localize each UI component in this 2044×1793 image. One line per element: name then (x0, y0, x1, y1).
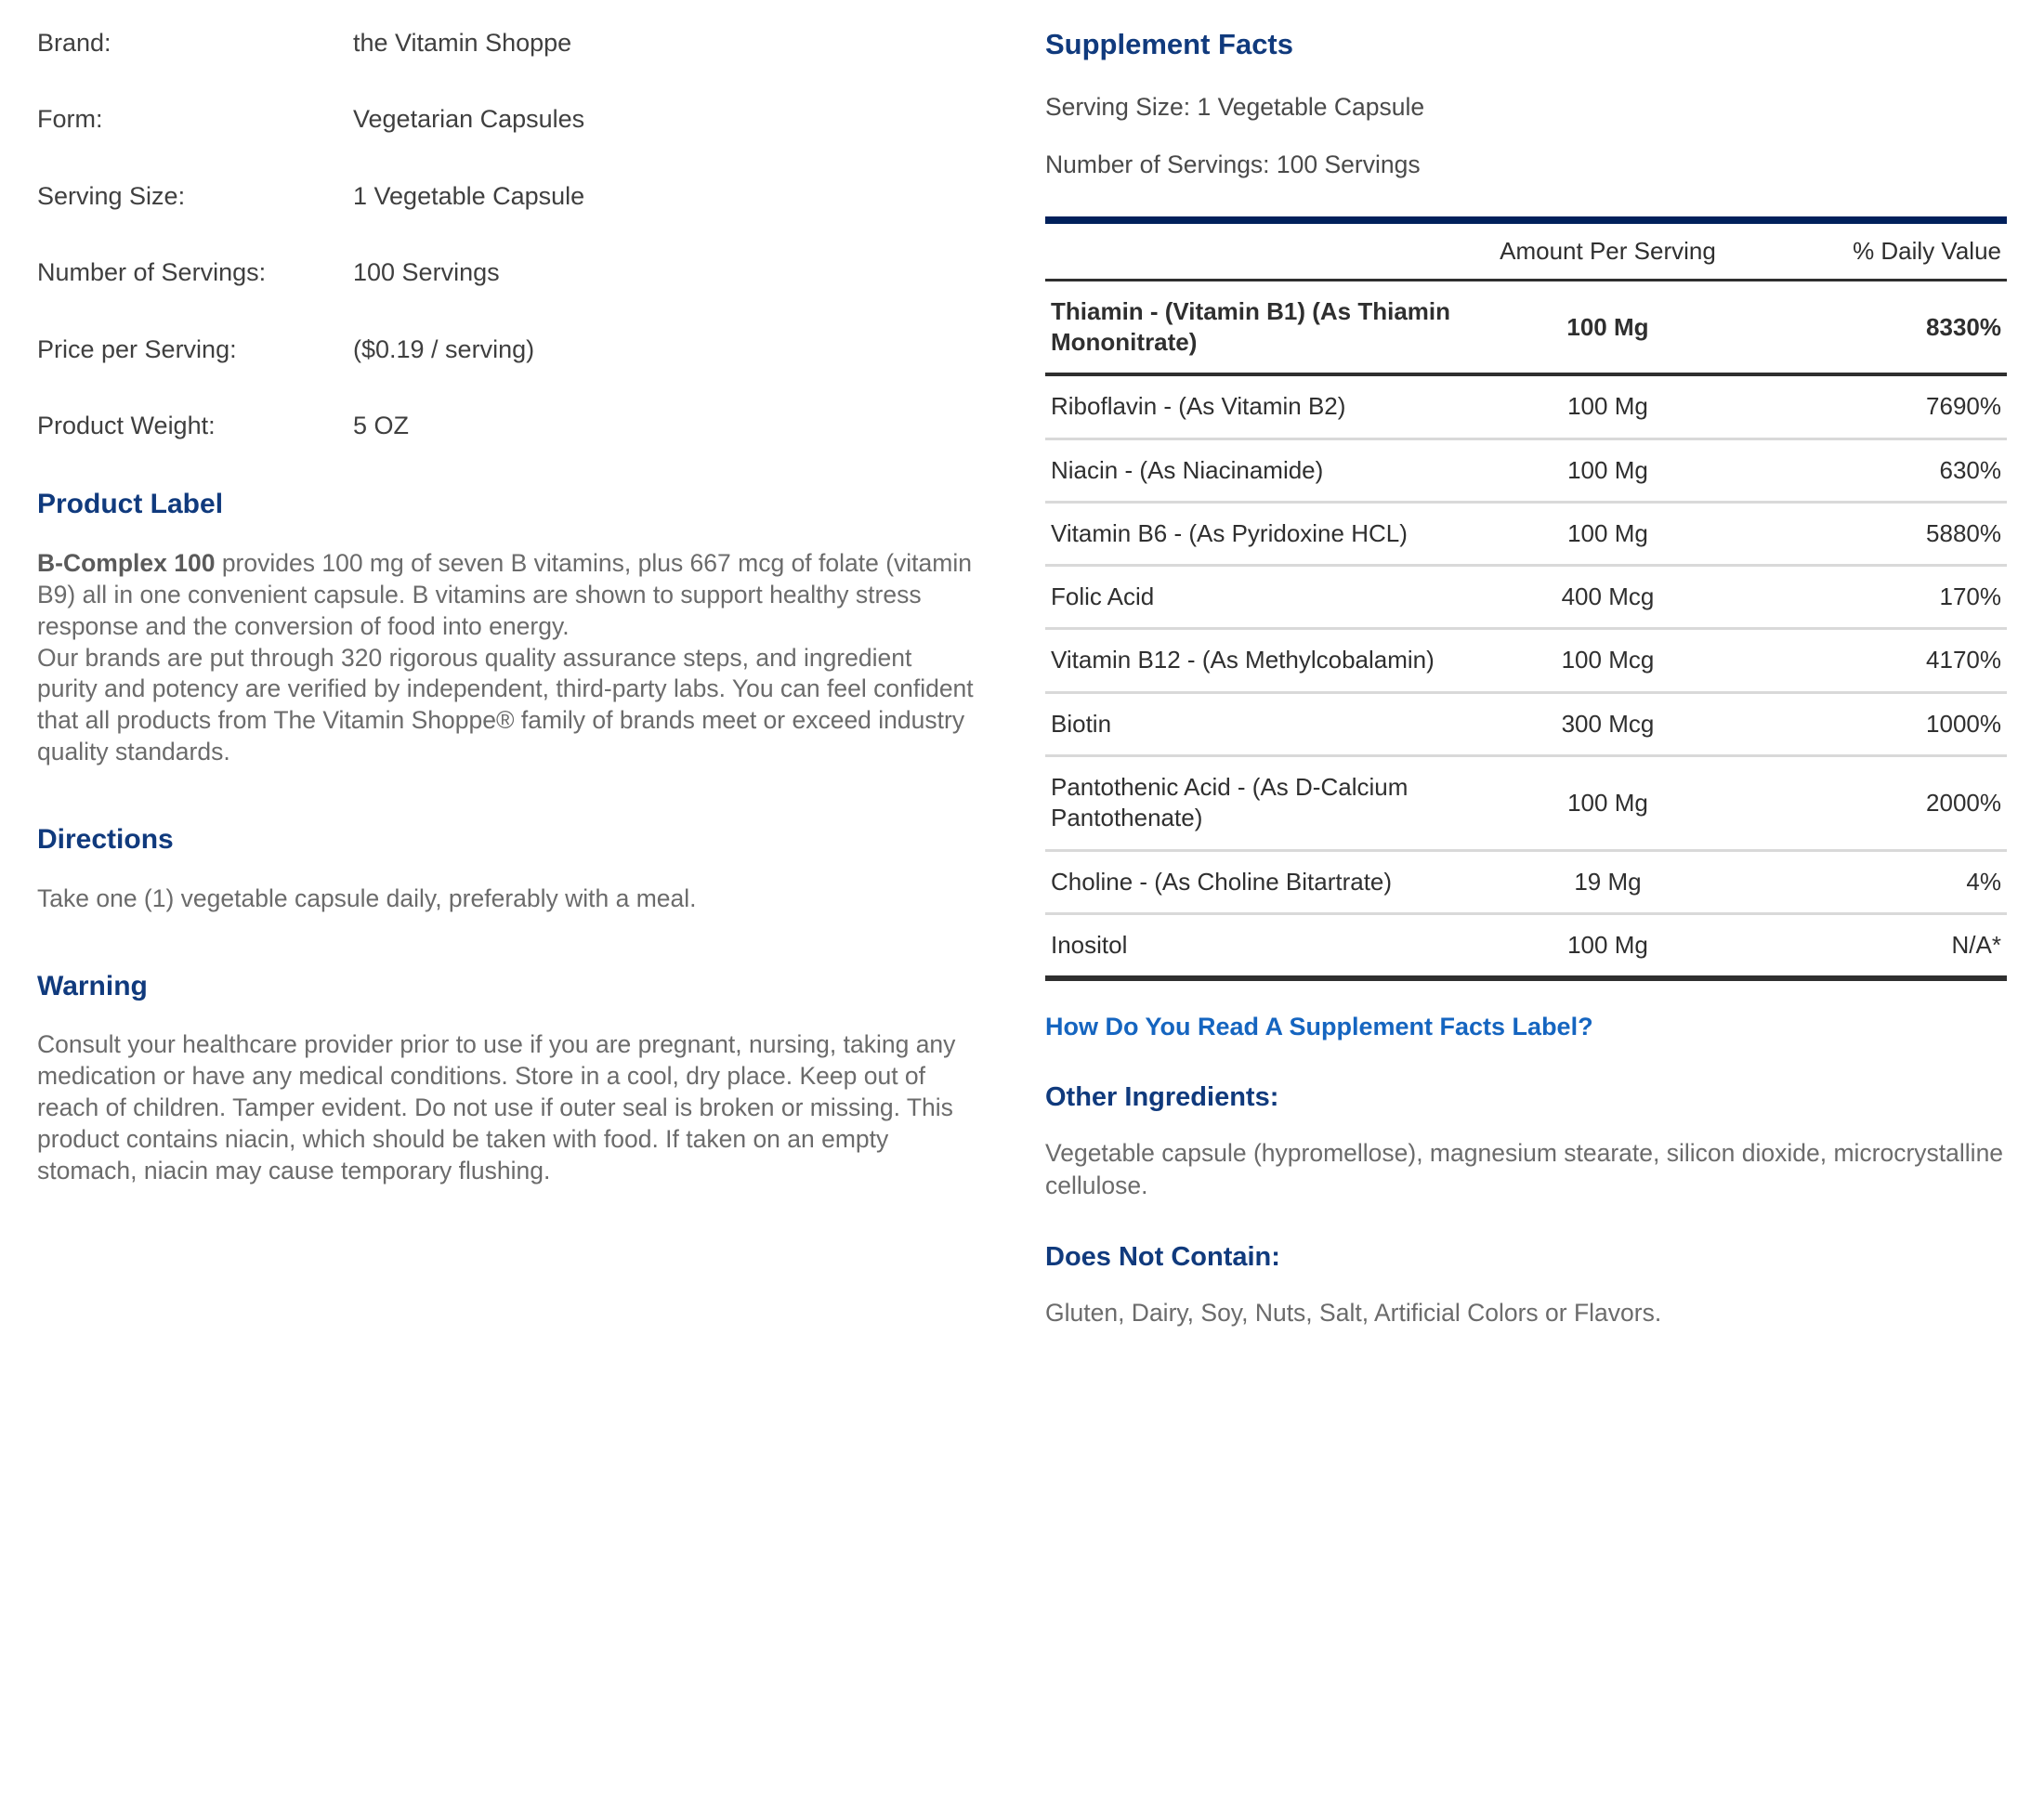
attribute-value: 100 Servings (353, 258, 500, 287)
attribute-value: Vegetarian Capsules (353, 105, 585, 134)
attribute-row-serving-size (37, 181, 976, 211)
directions-text: Take one (1) vegetable capsule daily, preferably with a meal. (37, 883, 697, 912)
attribute-label: Product Weight: (37, 411, 216, 439)
how-to-read-label-link[interactable]: How Do You Read A Supplement Facts Label? (1045, 1013, 1593, 1041)
nutrient-name: Vitamin B12 - (As Methylcobalamin) (1045, 629, 1459, 692)
nutrient-name: Niacin - (As Niacinamide) (1045, 438, 1459, 502)
nutrient-amount: 100 Mg (1459, 374, 1757, 438)
attribute-label: Brand: (37, 29, 111, 57)
column-header-nutrient (1045, 220, 1459, 281)
table-row (1045, 629, 2007, 692)
column-header-amount-per-serving: Amount Per Serving (1459, 220, 1757, 281)
other-ingredients-heading: Other Ingredients: (1045, 1082, 1279, 1113)
attribute-row-brand (37, 28, 976, 58)
nutrient-daily-value: 4170% (1757, 629, 2007, 692)
warning-section (37, 969, 976, 1187)
attribute-label: Serving Size: (37, 181, 186, 210)
table-row (1045, 502, 2007, 565)
table-row (1045, 374, 2007, 438)
table-row (1045, 850, 2007, 913)
table-row (1045, 913, 2007, 978)
nutrient-amount: 100 Mg (1459, 502, 1757, 565)
nutrient-amount: 100 Mcg (1459, 629, 1757, 692)
warning-heading: Warning (37, 970, 148, 1001)
table-row (1045, 756, 2007, 851)
supplement-facts-title: Supplement Facts (1045, 28, 1293, 60)
nutrient-amount: 300 Mcg (1459, 692, 1757, 755)
attribute-row-product-weight (37, 411, 976, 440)
product-attributes-list (37, 28, 976, 440)
supplement-facts-table (1045, 216, 2007, 981)
attribute-label: Number of Servings: (37, 258, 267, 287)
attribute-value: the Vitamin Shoppe (353, 29, 572, 57)
other-ingredients-section (1045, 1082, 2007, 1201)
nutrient-name: Choline - (As Choline Bitartrate) (1045, 850, 1459, 913)
nutrient-daily-value: 4% (1757, 850, 2007, 913)
nutrient-name: Thiamin - (Vitamin B1) (As Thiamin Mononitrate) (1045, 280, 1459, 374)
table-header-row (1045, 220, 2007, 281)
nutrient-amount: 100 Mg (1459, 280, 1757, 374)
nutrient-name: Riboflavin - (As Vitamin B2) (1045, 374, 1459, 438)
nutrient-name: Inositol (1045, 913, 1459, 978)
other-ingredients-text: Vegetable capsule (hypromellose), magnesium stearate, silicon dioxide, microcrystalline cellulose. (1045, 1139, 2004, 1199)
does-not-contain-heading: Does Not Contain: (1045, 1241, 1280, 1272)
attribute-label: Form: (37, 105, 103, 134)
attribute-row-price-per-serving (37, 334, 976, 364)
column-gap (994, 28, 1045, 1793)
table-row (1045, 280, 2007, 374)
table-row (1045, 692, 2007, 755)
warning-text: Consult your healthcare provider prior to use if you are pregnant, nursing, taking any medication or have any medical conditions. Store in a cool, dry place. Keep out of reach of children. Tamper evident. Do not use if outer seal is broken or missing. This product contains niacin, which should be taken with food. If taken on an empty stomach, niacin may cause temporary flushing. (37, 1030, 956, 1184)
table-row (1045, 438, 2007, 502)
product-label-heading: Product Label (37, 489, 224, 520)
product-label-paragraph-1 (37, 548, 976, 643)
nutrient-amount: 400 Mcg (1459, 566, 1757, 629)
product-label-paragraph-1-rest: provides 100 mg of seven B vitamins, plus 667 mcg of folate (vitamin B9) all in one convenient capsule. B vitamins are shown to support healthy stress response and the conversion of food into energy. (37, 548, 972, 640)
nutrient-name: Biotin (1045, 692, 1459, 755)
product-label-paragraph-2: Our brands are put through 320 rigorous quality assurance steps, and ingredient purity and potency are verified by independent, third-party labs. You can feel confident that all products from The Vitamin Shoppe® family of brands meet or exceed industry quality standards. (37, 643, 974, 766)
nutrient-amount: 100 Mg (1459, 438, 1757, 502)
nutrient-amount: 19 Mg (1459, 850, 1757, 913)
attribute-label: Price per Serving: (37, 334, 237, 363)
directions-heading: Directions (37, 824, 174, 856)
nutrient-daily-value: 170% (1757, 566, 2007, 629)
attribute-value: 1 Vegetable Capsule (353, 181, 585, 210)
nutrient-name: Vitamin B6 - (As Pyridoxine HCL) (1045, 502, 1459, 565)
nutrient-amount: 100 Mg (1459, 913, 1757, 978)
nutrient-name: Folic Acid (1045, 566, 1459, 629)
column-header-daily-value: % Daily Value (1757, 220, 2007, 281)
attribute-row-form (37, 104, 976, 134)
product-label-section (37, 487, 976, 768)
nutrient-daily-value: 2000% (1757, 756, 2007, 851)
supplement-facts-serving-size: Serving Size: 1 Vegetable Capsule (1045, 93, 1425, 121)
nutrient-daily-value: 7690% (1757, 374, 2007, 438)
table-row (1045, 566, 2007, 629)
does-not-contain-section (1045, 1242, 2007, 1328)
supplement-facts-column (1045, 28, 2007, 1793)
supplement-facts-number-of-servings: Number of Servings: 100 Servings (1045, 151, 1421, 179)
left-column (37, 28, 994, 1793)
nutrient-daily-value: N/A* (1757, 913, 2007, 978)
product-name-bold: B-Complex 100 (37, 548, 216, 577)
nutrient-daily-value: 8330% (1757, 280, 2007, 374)
nutrient-amount: 100 Mg (1459, 756, 1757, 851)
attribute-value: ($0.19 / serving) (353, 334, 535, 363)
attribute-row-number-of-servings (37, 257, 976, 287)
nutrient-daily-value: 1000% (1757, 692, 2007, 755)
directions-section (37, 822, 976, 914)
nutrient-daily-value: 630% (1757, 438, 2007, 502)
nutrient-daily-value: 5880% (1757, 502, 2007, 565)
does-not-contain-text: Gluten, Dairy, Soy, Nuts, Salt, Artificial Colors or Flavors. (1045, 1298, 1662, 1327)
nutrient-name: Pantothenic Acid - (As D-Calcium Pantothenate) (1045, 756, 1459, 851)
attribute-value: 5 OZ (353, 411, 410, 439)
